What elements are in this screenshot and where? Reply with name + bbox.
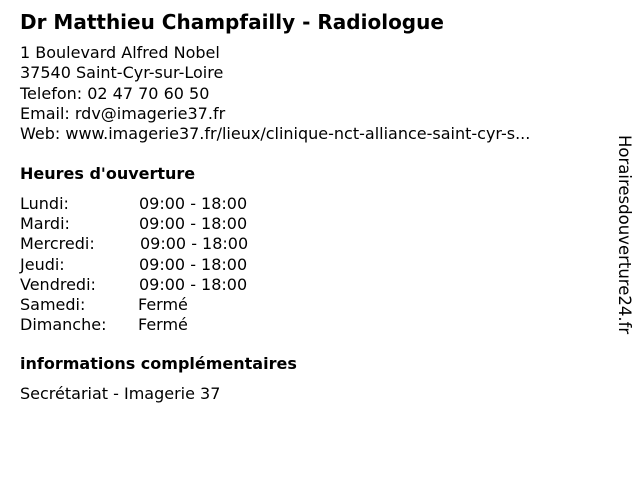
time-value: 09:00 - 18:00 [139, 214, 248, 234]
time-value: 09:00 - 18:00 [140, 234, 249, 254]
page-title: Dr Matthieu Champfailly - Radiologue [20, 10, 444, 34]
email-address: Email: rdv@imagerie37.fr [20, 103, 226, 123]
additional-info-text: Secrétariat - Imagerie 37 [20, 384, 221, 403]
day-label: Lundi: [20, 194, 69, 213]
street-address: 1 Boulevard Alfred Nobel [20, 43, 220, 62]
additional-info-heading: informations complémentaires [20, 354, 297, 373]
day-label: Mercredi: [20, 234, 95, 254]
time-value: 09:00 - 18:00 [139, 254, 248, 274]
time-value: 09:00 - 18:00 [139, 194, 248, 213]
day-label: Jeudi: [20, 254, 65, 274]
website-link: Web: www.imagerie37.fr/lieux/clinique-nct-alliance-saint-cyr-s... [20, 124, 531, 144]
time-value: Fermé [138, 294, 188, 314]
phone-number: Telefon: 02 47 70 60 50 [20, 83, 210, 103]
time-value: 09:00 - 18:00 [139, 274, 248, 294]
day-label: Samedi: [20, 294, 86, 314]
day-label: Mardi: [20, 214, 70, 234]
time-value: Fermé [138, 315, 188, 335]
opening-hours-heading: Heures d'ouverture [20, 164, 196, 183]
site-watermark: Horairesdouverture24.fr [615, 135, 634, 335]
city-address: 37540 Saint-Cyr-sur-Loire [20, 63, 224, 83]
day-label: Vendredi: [20, 274, 96, 294]
contact-block [20, 43, 530, 144]
day-label: Dimanche: [20, 315, 107, 335]
